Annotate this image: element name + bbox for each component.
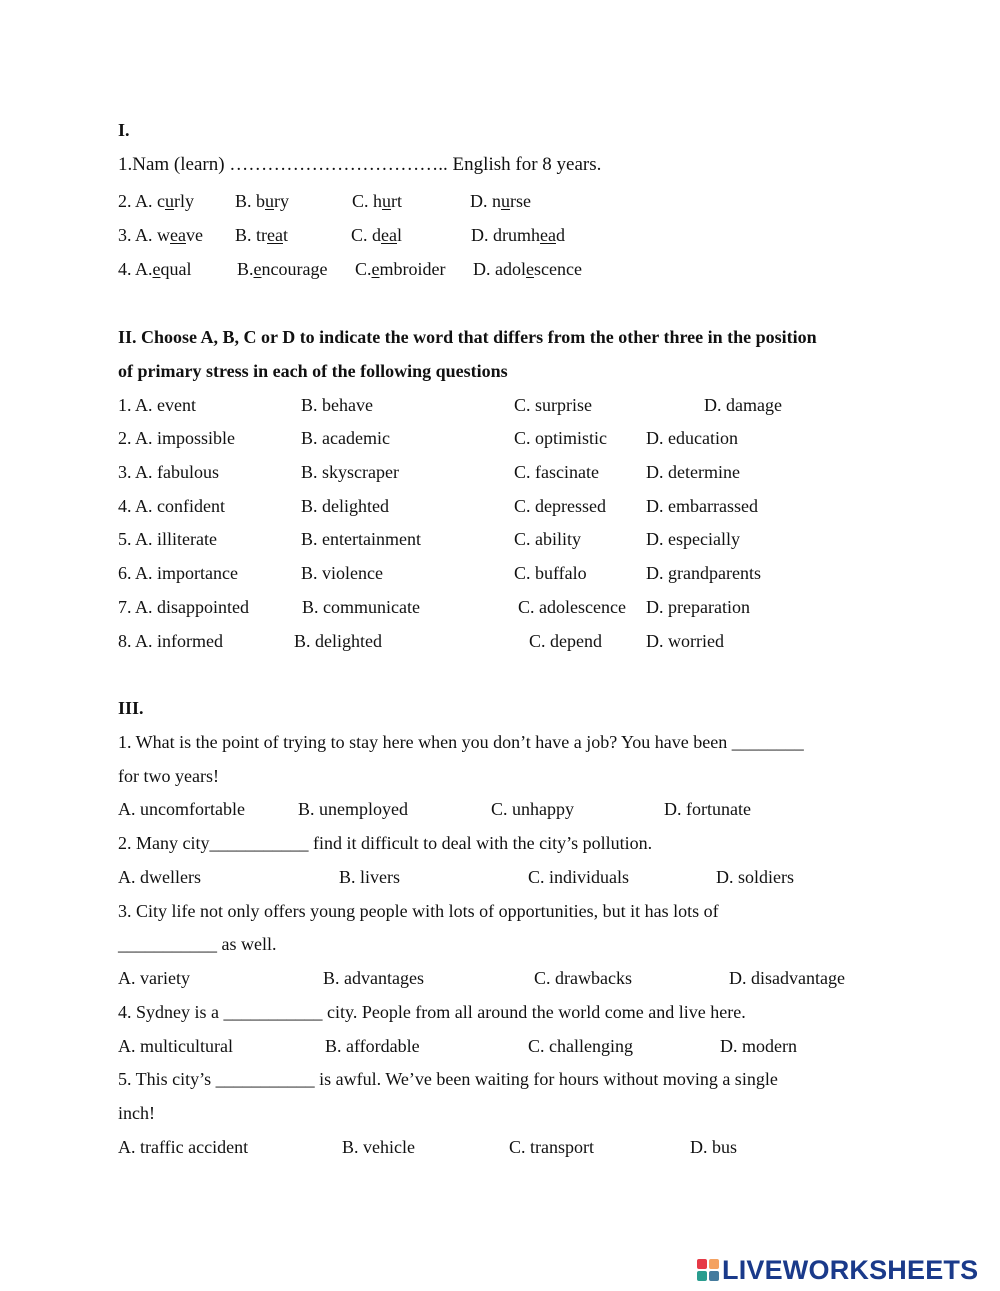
stress-question-row: 7. A. disappointed B. communicate C. adolescence D. preparation bbox=[118, 597, 750, 617]
stress-question-row: 6. A. importance B. violence C. buffalo D. grandparents bbox=[118, 563, 761, 583]
question-3-3-text: 3. City life not only offers young people with lots of opportunities, but it has lots of bbox=[118, 901, 719, 921]
stress-question-row: 5. A. illiterate B. entertainment C. ability D. especially bbox=[118, 529, 740, 549]
section-2-heading-line-1: II. Choose A, B, C or D to indicate the word that differs from the other three in the position bbox=[118, 327, 817, 347]
question-3-1-text: 1. What is the point of trying to stay here when you don’t have a job? You have been ________ bbox=[118, 732, 804, 752]
question-3-3-text-cont: ___________ as well. bbox=[118, 934, 277, 954]
section-2-heading-line-2: of primary stress in each of the following questions bbox=[118, 361, 508, 381]
question-3-4-text: 4. Sydney is a ___________ city. People from all around the world come and live here. bbox=[118, 1002, 746, 1022]
question-1-3: 3. A. weave B. treat C. deal D. drumhead bbox=[118, 225, 565, 245]
section-3-heading: III. bbox=[118, 698, 144, 718]
question-1-1: 1.Nam (learn) …………………………….. English for 8 years. bbox=[118, 154, 602, 175]
question-3-2-text: 2. Many city___________ find it difficult to deal with the city’s pollution. bbox=[118, 833, 653, 853]
stress-question-row: 2. A. impossible B. academic C. optimistic D. education bbox=[118, 428, 738, 448]
stress-question-row: 3. A. fabulous B. skyscraper C. fascinate D. determine bbox=[118, 462, 740, 482]
question-3-5-text: 5. This city’s ___________ is awful. We’ve been waiting for hours without moving a single bbox=[118, 1069, 778, 1089]
question-1-2: 2. A. curly B. bury C. hurt D. nurse bbox=[118, 191, 531, 211]
liveworksheets-mark-icon bbox=[697, 1259, 719, 1281]
question-3-2-options: A. dwellers B. livers C. individuals D. soldiers bbox=[118, 867, 794, 887]
stress-question-row: 8. A. informed B. delighted C. depend D. worried bbox=[118, 631, 724, 651]
question-1-4: 4. A.equal B.encourage C.embroider D. adolescence bbox=[118, 259, 582, 279]
section-1-heading: I. bbox=[118, 120, 130, 140]
question-3-1-text-cont: for two years! bbox=[118, 766, 219, 786]
stress-question-row: 1. A. event B. behave C. surprise D. damage bbox=[118, 395, 782, 415]
question-3-5-options: A. traffic accident B. vehicle C. transport D. bus bbox=[118, 1137, 738, 1157]
question-3-4-options: A. multicultural B. affordable C. challenging D. modern bbox=[118, 1036, 797, 1056]
question-3-3-options: A. variety B. advantages C. drawbacks D. disadvantage bbox=[118, 968, 845, 988]
liveworksheets-logo[interactable] bbox=[697, 1255, 997, 1285]
question-3-5-text-cont: inch! bbox=[118, 1103, 155, 1123]
logo-text: LIVEWORKSHEETS bbox=[722, 1255, 979, 1285]
question-3-1-options: A. uncomfortable B. unemployed C. unhappy D. fortunate bbox=[118, 799, 751, 819]
stress-question-row: 4. A. confident B. delighted C. depressed D. embarrassed bbox=[118, 496, 758, 516]
